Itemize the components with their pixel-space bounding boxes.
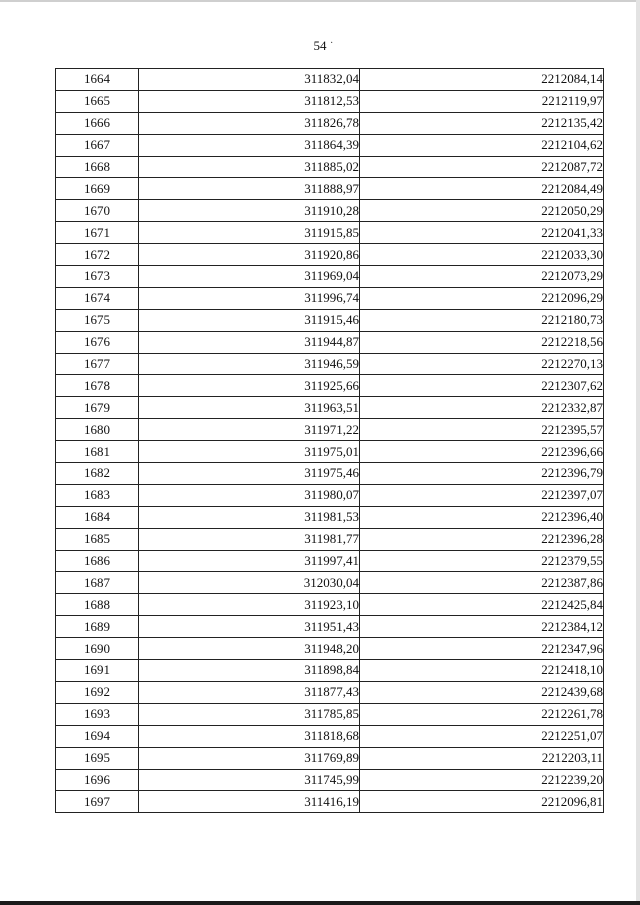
table-row xyxy=(56,528,604,550)
y-coordinate-cell: 2212087,72 xyxy=(360,156,604,178)
point-number-cell: 1668 xyxy=(56,156,139,178)
x-coordinate-cell: 311915,85 xyxy=(139,222,360,244)
point-number-cell: 1690 xyxy=(56,638,139,660)
point-number-cell: 1682 xyxy=(56,463,139,485)
table-row xyxy=(56,660,604,682)
point-number-cell: 1694 xyxy=(56,725,139,747)
point-number-cell: 1677 xyxy=(56,353,139,375)
point-number-cell: 1689 xyxy=(56,616,139,638)
table-row xyxy=(56,506,604,528)
point-number-cell: 1695 xyxy=(56,747,139,769)
table-row xyxy=(56,791,604,813)
table-row xyxy=(56,200,604,222)
y-coordinate-cell: 2212033,30 xyxy=(360,244,604,266)
y-coordinate-cell: 2212425,84 xyxy=(360,594,604,616)
y-coordinate-cell: 2212307,62 xyxy=(360,375,604,397)
table-row xyxy=(56,397,604,419)
y-coordinate-cell: 2212270,13 xyxy=(360,353,604,375)
y-coordinate-cell: 2212073,29 xyxy=(360,266,604,288)
y-coordinate-cell: 2212261,78 xyxy=(360,703,604,725)
y-coordinate-cell: 2212119,97 xyxy=(360,90,604,112)
y-coordinate-cell: 2212395,57 xyxy=(360,419,604,441)
x-coordinate-cell: 311969,04 xyxy=(139,266,360,288)
point-number-cell: 1674 xyxy=(56,287,139,309)
scan-edge-right xyxy=(636,0,640,905)
point-number-cell: 1679 xyxy=(56,397,139,419)
y-coordinate-cell: 2212096,29 xyxy=(360,287,604,309)
x-coordinate-cell: 311975,01 xyxy=(139,441,360,463)
x-coordinate-cell: 312030,04 xyxy=(139,572,360,594)
y-coordinate-cell: 2212379,55 xyxy=(360,550,604,572)
table-row xyxy=(56,441,604,463)
x-coordinate-cell: 311832,04 xyxy=(139,69,360,91)
point-number-cell: 1684 xyxy=(56,506,139,528)
point-number-cell: 1676 xyxy=(56,331,139,353)
point-number-cell: 1665 xyxy=(56,90,139,112)
point-number-cell: 1685 xyxy=(56,528,139,550)
point-number-cell: 1670 xyxy=(56,200,139,222)
y-coordinate-cell: 2212084,14 xyxy=(360,69,604,91)
table-row xyxy=(56,638,604,660)
point-number-cell: 1666 xyxy=(56,112,139,134)
y-coordinate-cell: 2212135,42 xyxy=(360,112,604,134)
table-row xyxy=(56,616,604,638)
point-number-cell: 1683 xyxy=(56,484,139,506)
table-row xyxy=(56,703,604,725)
page-number: 54 xyxy=(313,38,327,53)
table-row xyxy=(56,90,604,112)
point-number-cell: 1691 xyxy=(56,660,139,682)
point-number-cell: 1664 xyxy=(56,69,139,91)
x-coordinate-cell: 311925,66 xyxy=(139,375,360,397)
x-coordinate-cell: 311745,99 xyxy=(139,769,360,791)
x-coordinate-cell: 311888,97 xyxy=(139,178,360,200)
table-row xyxy=(56,309,604,331)
scan-edge-top xyxy=(0,0,640,2)
y-coordinate-cell: 2212041,33 xyxy=(360,222,604,244)
y-coordinate-cell: 2212418,10 xyxy=(360,660,604,682)
table-row xyxy=(56,725,604,747)
table-row xyxy=(56,769,604,791)
x-coordinate-cell: 311785,85 xyxy=(139,703,360,725)
y-coordinate-cell: 2212439,68 xyxy=(360,681,604,703)
x-coordinate-cell: 311996,74 xyxy=(139,287,360,309)
x-coordinate-cell: 311826,78 xyxy=(139,112,360,134)
y-coordinate-cell: 2212384,12 xyxy=(360,616,604,638)
x-coordinate-cell: 311951,43 xyxy=(139,616,360,638)
x-coordinate-cell: 311997,41 xyxy=(139,550,360,572)
point-number-cell: 1693 xyxy=(56,703,139,725)
table-row xyxy=(56,681,604,703)
point-number-cell: 1667 xyxy=(56,134,139,156)
x-coordinate-cell: 311923,10 xyxy=(139,594,360,616)
y-coordinate-cell: 2212387,86 xyxy=(360,572,604,594)
table-row xyxy=(56,463,604,485)
y-coordinate-cell: 2212104,62 xyxy=(360,134,604,156)
x-coordinate-cell: 311981,77 xyxy=(139,528,360,550)
table-row xyxy=(56,287,604,309)
scan-mark: · xyxy=(330,38,334,49)
y-coordinate-cell: 2212396,40 xyxy=(360,506,604,528)
point-number-cell: 1680 xyxy=(56,419,139,441)
table-row xyxy=(56,375,604,397)
point-number-cell: 1671 xyxy=(56,222,139,244)
point-number-cell: 1692 xyxy=(56,681,139,703)
x-coordinate-cell: 311963,51 xyxy=(139,397,360,419)
table-row xyxy=(56,419,604,441)
table-row xyxy=(56,178,604,200)
x-coordinate-cell: 311975,46 xyxy=(139,463,360,485)
y-coordinate-cell: 2212180,73 xyxy=(360,309,604,331)
table-row xyxy=(56,550,604,572)
point-number-cell: 1696 xyxy=(56,769,139,791)
point-number-cell: 1686 xyxy=(56,550,139,572)
table-row xyxy=(56,331,604,353)
x-coordinate-cell: 311920,86 xyxy=(139,244,360,266)
y-coordinate-cell: 2212251,07 xyxy=(360,725,604,747)
table-row xyxy=(56,156,604,178)
point-number-cell: 1688 xyxy=(56,594,139,616)
point-number-cell: 1673 xyxy=(56,266,139,288)
table-row xyxy=(56,244,604,266)
x-coordinate-cell: 311812,53 xyxy=(139,90,360,112)
point-number-cell: 1681 xyxy=(56,441,139,463)
coordinates-table xyxy=(55,68,604,813)
x-coordinate-cell: 311915,46 xyxy=(139,309,360,331)
point-number-cell: 1669 xyxy=(56,178,139,200)
scan-edge-bottom xyxy=(0,901,640,905)
y-coordinate-cell: 2212239,20 xyxy=(360,769,604,791)
y-coordinate-cell: 2212096,81 xyxy=(360,791,604,813)
x-coordinate-cell: 311898,84 xyxy=(139,660,360,682)
table-row xyxy=(56,134,604,156)
x-coordinate-cell: 311980,07 xyxy=(139,484,360,506)
point-number-cell: 1678 xyxy=(56,375,139,397)
table-row xyxy=(56,594,604,616)
x-coordinate-cell: 311416,19 xyxy=(139,791,360,813)
table-row xyxy=(56,747,604,769)
x-coordinate-cell: 311948,20 xyxy=(139,638,360,660)
point-number-cell: 1697 xyxy=(56,791,139,813)
table-row xyxy=(56,266,604,288)
table-row xyxy=(56,112,604,134)
x-coordinate-cell: 311885,02 xyxy=(139,156,360,178)
x-coordinate-cell: 311877,43 xyxy=(139,681,360,703)
x-coordinate-cell: 311946,59 xyxy=(139,353,360,375)
table-row xyxy=(56,69,604,91)
x-coordinate-cell: 311981,53 xyxy=(139,506,360,528)
table-row xyxy=(56,484,604,506)
table-row xyxy=(56,572,604,594)
x-coordinate-cell: 311769,89 xyxy=(139,747,360,769)
x-coordinate-cell: 311971,22 xyxy=(139,419,360,441)
y-coordinate-cell: 2212218,56 xyxy=(360,331,604,353)
y-coordinate-cell: 2212332,87 xyxy=(360,397,604,419)
x-coordinate-cell: 311864,39 xyxy=(139,134,360,156)
y-coordinate-cell: 2212203,11 xyxy=(360,747,604,769)
x-coordinate-cell: 311944,87 xyxy=(139,331,360,353)
point-number-cell: 1675 xyxy=(56,309,139,331)
point-number-cell: 1672 xyxy=(56,244,139,266)
y-coordinate-cell: 2212050,29 xyxy=(360,200,604,222)
y-coordinate-cell: 2212396,79 xyxy=(360,463,604,485)
table-row xyxy=(56,353,604,375)
x-coordinate-cell: 311910,28 xyxy=(139,200,360,222)
coordinates-table-body xyxy=(56,69,604,813)
y-coordinate-cell: 2212397,07 xyxy=(360,484,604,506)
point-number-cell: 1687 xyxy=(56,572,139,594)
y-coordinate-cell: 2212396,66 xyxy=(360,441,604,463)
table-row xyxy=(56,222,604,244)
y-coordinate-cell: 2212084,49 xyxy=(360,178,604,200)
y-coordinate-cell: 2212396,28 xyxy=(360,528,604,550)
x-coordinate-cell: 311818,68 xyxy=(139,725,360,747)
y-coordinate-cell: 2212347,96 xyxy=(360,638,604,660)
